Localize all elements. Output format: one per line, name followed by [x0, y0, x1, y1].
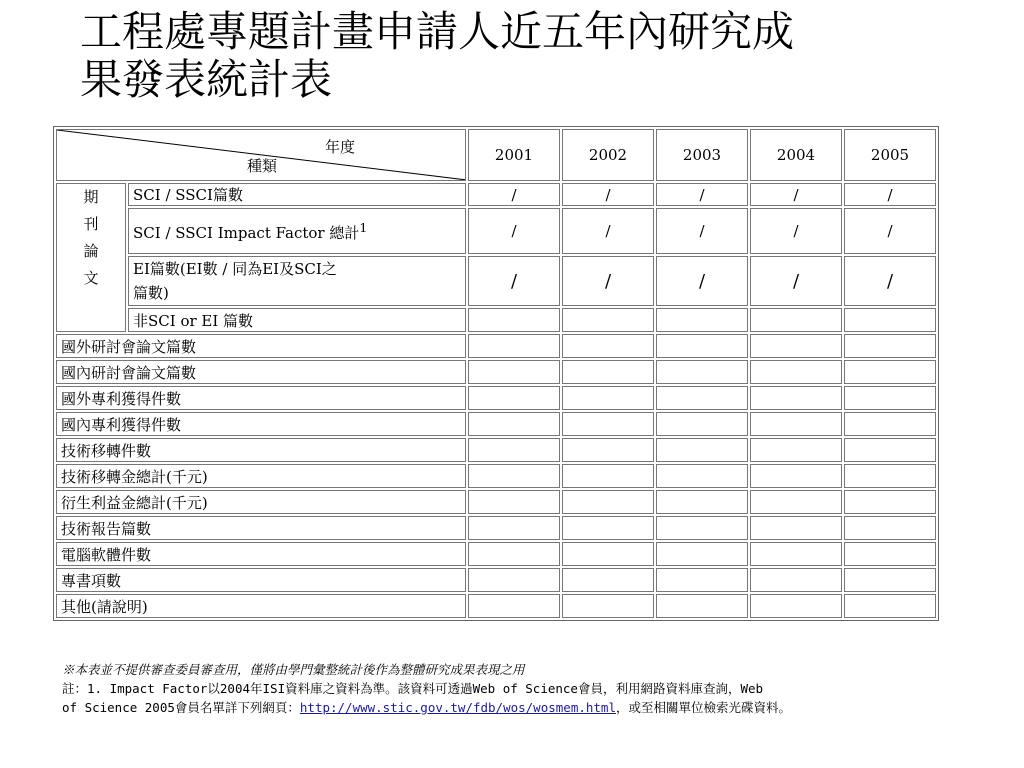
table-row	[56, 464, 936, 488]
row-label: 國內研討會論文篇數	[56, 360, 466, 384]
table-cell	[656, 386, 748, 410]
table-cell	[844, 412, 936, 436]
row-label: 專書項數	[56, 568, 466, 592]
table-cell	[562, 516, 654, 540]
table-cell: /	[562, 256, 654, 306]
year-header: 2001	[468, 129, 560, 181]
row-label: 其他(請說明)	[56, 594, 466, 618]
table-cell: /	[844, 183, 936, 206]
table-cell	[468, 360, 560, 384]
table-cell	[562, 360, 654, 384]
category-char: 論	[83, 242, 99, 260]
row-label: 國內專利獲得件數	[56, 412, 466, 436]
table-cell: /	[750, 183, 842, 206]
table-cell	[468, 490, 560, 514]
table-cell: /	[468, 183, 560, 206]
table-cell	[750, 360, 842, 384]
table-cell	[468, 438, 560, 462]
table-cell	[844, 594, 936, 618]
diagonal-header-cell	[56, 129, 466, 181]
row-label: 技術移轉金總計(千元)	[56, 464, 466, 488]
row-label-text: SCI / SSCI Impact Factor 總計	[133, 223, 360, 242]
table-cell	[656, 568, 748, 592]
table-cell	[844, 516, 936, 540]
table-cell	[468, 308, 560, 332]
year-header: 2004	[750, 129, 842, 181]
table-cell	[562, 308, 654, 332]
footnote-line-3	[62, 698, 962, 717]
row-label: 國外專利獲得件數	[56, 386, 466, 410]
table-cell	[562, 568, 654, 592]
table-cell	[468, 386, 560, 410]
category-char: 刊	[83, 215, 99, 233]
table-cell	[468, 334, 560, 358]
wos-member-link[interactable]: http://www.stic.gov.tw/fdb/wos/wosmem.html	[299, 700, 616, 715]
table-cell	[468, 464, 560, 488]
table-cell	[750, 438, 842, 462]
row-label: 技術報告篇數	[56, 516, 466, 540]
footnote-line-3-pre: of Science 2005會員名單詳下列網頁：	[62, 700, 300, 715]
statistics-table	[53, 126, 939, 621]
row-label: SCI / SSCI篇數	[128, 183, 466, 206]
header-row	[56, 129, 936, 181]
table-row	[56, 412, 936, 436]
title-line-1: 工程處專題計畫申請人近五年內研究成	[80, 7, 795, 56]
type-label: 種類	[247, 157, 278, 175]
footnote-line-3-post: ，或至相關單位檢索光碟資料。	[615, 700, 791, 715]
table-cell	[844, 542, 936, 566]
title-line-2: 果發表統計表	[80, 55, 333, 104]
table-cell: /	[656, 183, 748, 206]
year-label: 年度	[324, 138, 355, 156]
table-cell	[844, 386, 936, 410]
table-cell	[562, 490, 654, 514]
table-cell	[844, 464, 936, 488]
row-label: 非SCI or EI 篇數	[128, 308, 466, 332]
table-cell	[468, 412, 560, 436]
row-label: 衍生利益金總計(千元)	[56, 490, 466, 514]
table-cell	[750, 594, 842, 618]
table-cell: /	[562, 183, 654, 206]
table-cell	[562, 594, 654, 618]
table-cell	[844, 334, 936, 358]
table-cell	[656, 308, 748, 332]
table-cell: /	[656, 208, 748, 254]
footnote-line-1: ※本表並不提供審查委員審查用，僅將由學門彙整統計後作為整體研究成果表現之用	[62, 662, 525, 677]
table-cell	[656, 438, 748, 462]
row-label-text-line2: 篇數)	[133, 284, 169, 302]
year-header: 2005	[844, 129, 936, 181]
table-cell: /	[750, 208, 842, 254]
table-cell	[750, 542, 842, 566]
page-title	[80, 8, 980, 104]
table-cell	[750, 568, 842, 592]
table-row	[56, 490, 936, 514]
table-cell: /	[750, 256, 842, 306]
table-cell	[562, 438, 654, 462]
table-cell: /	[844, 208, 936, 254]
table-cell: /	[656, 256, 748, 306]
table-cell	[750, 334, 842, 358]
table-cell	[562, 412, 654, 436]
table-cell	[750, 490, 842, 514]
table-row	[56, 360, 936, 384]
table-cell	[562, 464, 654, 488]
table-cell	[750, 516, 842, 540]
table-cell	[656, 334, 748, 358]
table-row	[56, 308, 936, 332]
table-cell	[844, 438, 936, 462]
table-row	[56, 568, 936, 592]
table-cell	[468, 542, 560, 566]
table-cell	[656, 516, 748, 540]
table-cell	[844, 490, 936, 514]
table-cell	[562, 386, 654, 410]
table-cell	[468, 594, 560, 618]
footnote-line-2: 註：1. Impact Factor以2004年ISI資料庫之資料為準。該資料可透過Web of Science會員，利用網路資料庫查詢，Web	[62, 681, 764, 696]
table-cell	[750, 308, 842, 332]
table-cell	[656, 542, 748, 566]
table-row	[56, 542, 936, 566]
table-cell	[656, 490, 748, 514]
table-cell	[468, 568, 560, 592]
table-cell	[656, 412, 748, 436]
table-cell	[562, 334, 654, 358]
category-char: 文	[83, 269, 99, 287]
row-label	[128, 256, 466, 306]
row-label	[128, 208, 466, 254]
year-header: 2002	[562, 129, 654, 181]
row-label: 電腦軟體件數	[56, 542, 466, 566]
table-row	[56, 208, 936, 254]
table-cell	[750, 464, 842, 488]
table-cell	[750, 386, 842, 410]
table-cell	[656, 464, 748, 488]
row-label: 技術移轉件數	[56, 438, 466, 462]
table-row	[56, 256, 936, 306]
table-cell: /	[468, 208, 560, 254]
table-cell	[656, 360, 748, 384]
table-row	[56, 438, 936, 462]
table-cell	[750, 412, 842, 436]
table-cell	[562, 542, 654, 566]
table-row	[56, 516, 936, 540]
footnote-ref: 1	[359, 219, 368, 235]
table-cell	[844, 360, 936, 384]
other-rows	[56, 334, 936, 618]
category-char: 期	[83, 188, 99, 206]
table-cell	[844, 568, 936, 592]
table-row	[56, 334, 936, 358]
row-label: 國外研討會論文篇數	[56, 334, 466, 358]
year-header: 2003	[656, 129, 748, 181]
table-cell	[844, 308, 936, 332]
table-cell: /	[844, 256, 936, 306]
row-label-text: EI篇數(EI數 / 同為EI及SCI之	[133, 260, 337, 278]
table-cell: /	[562, 208, 654, 254]
table-row	[56, 594, 936, 618]
journal-category-cell	[56, 183, 126, 332]
table-row	[56, 386, 936, 410]
footnote	[62, 660, 962, 717]
table-cell: /	[468, 256, 560, 306]
table-row	[56, 183, 936, 206]
table-cell	[656, 594, 748, 618]
table-cell	[468, 516, 560, 540]
